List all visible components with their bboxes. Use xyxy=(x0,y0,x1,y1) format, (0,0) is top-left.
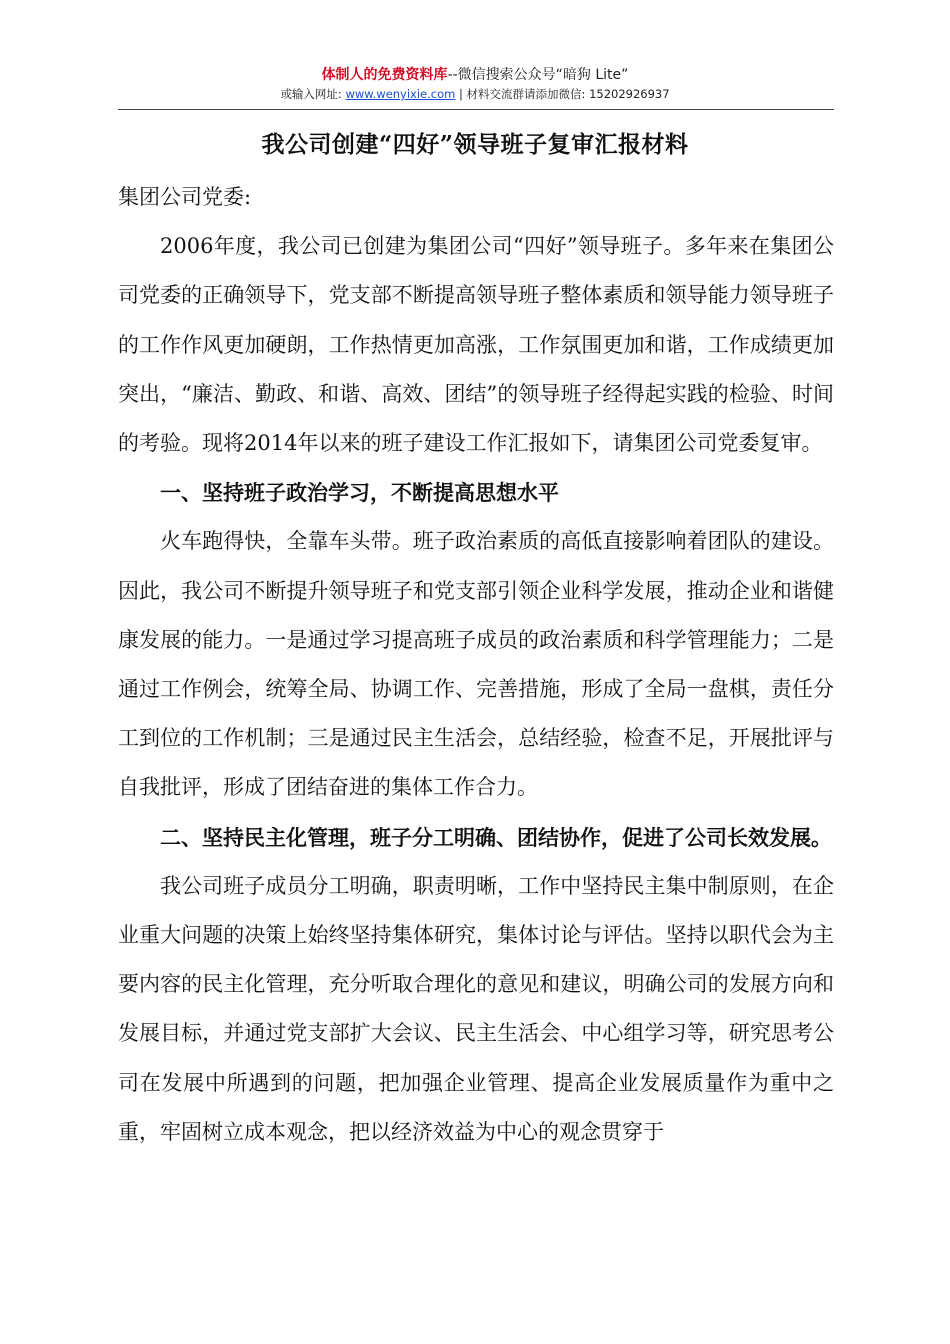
paragraph: 火车跑得快，全靠车头带。班子政治素质的高低直接影响着团队的建设。因此，我公司不断提升领导班子和党支部引领企业科学发展，推动企业和谐健康发展的能力。一是通过学习提高班子成员的政治素质和科学管理能力；二是通过工作例会，统筹全局、协调工作、完善措施，形成了全局一盘棋，责任分工到位的工作机制；三是通过民主生活会，总结经验，检查不足，开展批评与自我批评，形成了团结奋进的集体工作合力。 xyxy=(118,529,834,800)
document-title: 我公司创建“四好”领导班子复审汇报材料 xyxy=(261,131,689,158)
website-link[interactable]: www.wenyixie.com xyxy=(345,87,456,101)
brand-name: 体制人的免费资料库 xyxy=(321,67,448,83)
page-header xyxy=(0,66,950,102)
salutation: 集团公司党委: xyxy=(118,185,252,209)
contact-info: | 材料交流群请添加微信: 15202926937 xyxy=(455,87,670,101)
header-line-1 xyxy=(0,66,950,84)
paragraph: 2006年度，我公司已创建为集团公司“四好”领导班子。多年来在集团公司党委的正确领导下，党支部不断提高领导班子整体素质和领导能力领导班子的工作作风更加硬朗，工作热情更加高涨，工作氛围更加和谐，工作成绩更加突出，“廉洁、勤政、和谐、高效、团结”的领导班子经得起实践的检验、时间的考验。现将2014年以来的班子建设工作汇报如下，请集团公司党委复审。 xyxy=(118,234,834,456)
document-body xyxy=(118,173,834,1157)
url-prefix: 或输入网址: xyxy=(280,87,346,101)
paragraph: 我公司班子成员分工明确，职责明晰，工作中坚持民主集中制原则，在企业重大问题的决策上始终坚持集体研究，集体讨论与评估。坚持以职代会为主要内容的民主化管理，充分听取合理化的意见和建议，明确公司的发展方向和发展目标，并通过党支部扩大会议、民主生活会、中心组学习等，研究思考公司在发展中所遇到的问题，把加强企业管理、提高企业发展质量作为重中之重，牢固树立成本观念，把以经济效益为中心的观念贯穿于 xyxy=(118,873,834,1144)
header-divider xyxy=(118,109,834,110)
section-heading: 二、坚持民主化管理，班子分工明确、团结协作，促进了公司长效发展。 xyxy=(160,824,832,850)
section-heading: 一、坚持班子政治学习，不断提高思想水平 xyxy=(160,480,559,506)
header-tagline: --微信搜索公众号“暗狗 Lite” xyxy=(447,67,629,83)
header-line-2 xyxy=(0,86,950,102)
